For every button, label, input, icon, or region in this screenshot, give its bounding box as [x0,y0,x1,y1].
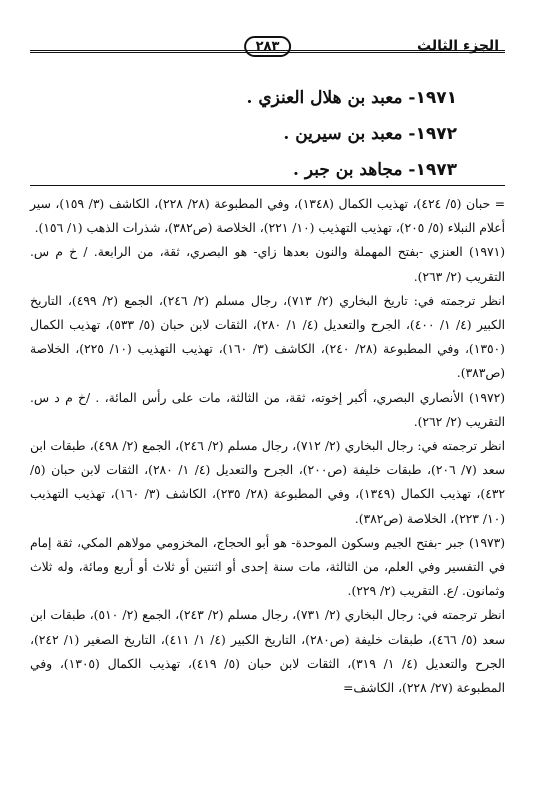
entry [40,116,457,152]
footnote-rule [30,185,505,186]
page-number: ٢٨٣ [244,36,292,57]
entry [40,80,457,116]
page-header [30,38,505,60]
entry-list [40,80,457,188]
footnote-paragraph: (١٩٧٢) الأنصاري البصري، أكبر إخوته، ثقة، من الثالثة، مات على رأس المائة، . /خ م د س. التقريب (٢/ ٢٦٢). [30,390,505,429]
header-rule [30,50,505,53]
entry-text: - معبد بن سيرين . [283,124,416,144]
entry-number: ١٩٧٣ [415,160,457,180]
footnote-paragraph: = حبان (٥/ ٤٢٤)، تهذيب الكمال (١٣٤٨)، وفي المطبوعة (٢٨/ ٢٢٨)، الكاشف (٣/ ١٥٩)، سير أعلام النبلاء (٥/ ٢٠٥)، تهذيب التهذيب (١٠/ ٢٢١)، الخلاصة (ص٣٨٢)، شذرات الذهب (١/ ١٥٦). [30,197,506,236]
entry-text: - مجاهد بن جبر . [292,160,416,180]
running-head: الجزء الثالث [417,38,499,54]
footnote-paragraph: انظر ترجمته في: رجال البخاري (٢/ ٧٣١)، رجال مسلم (٢/ ٢٤٣)، الجمع (٢/ ٥١٠)، طبقات ابن سعد (٥/ ٤٦٦)، طبقات خليفة (ص٢٨٠)، التاريخ الكبير (٤/ ١/ ٤١١)، التاريخ الصغير (١/ ٢٤٢)، الجرح والتعديل (٤/ ١/ ٣١٩)، الثقات لابن حبان (٥/ ٤١٩)، تهذيب الكمال (١٣٠٥)، وفي المطبوعة (٢٧/ ٢٢٨)، الكاشف= [30,608,506,696]
footnote-paragraph: (١٩٧٣) جبر -بفتح الجيم وسكون الموحدة- هو أبو الحجاج، المخزومي مولاهم المكي، ثقة إمام في التفسير وفي العلم، من الثالثة، مات سنة إحدى أو اثنتين أو ثلاث أو أربع ومائة، وله ثلاث وثمانون. /ع. التقريب (٢/ ٢٢٩). [30,535,505,599]
footnote-paragraph: (١٩٧١) العنزي -بفتح المهملة والنون بعدها زاي- هو البصري، ثقة، من الرابعة. / خ م س. التقريب (٢/ ٢٦٣). [30,245,505,284]
entry-number: ١٩٧٢ [415,124,457,144]
entry [40,152,457,188]
footnote-paragraph: انظر ترجمته في: تاريخ البخاري (٢/ ٧١٣)، رجال مسلم (٢/ ٢٤٦)، الجمع (٢/ ٤٩٩)، التاريخ الكبير (٤/ ١/ ٤٠٠)، الجرح والتعديل (٤/ ١/ ٢٨٠)، الثقات لابن حبان (٥/ ٥٣٣)، تهذيب الكمال (١٣٥٠)، وفي المطبوعة (٢٨/ ٢٤٠)، الكاشف (٣/ ١٦٠)، تهذيب التهذيب (١٠/ ٢٢٥)، الخلاصة (ص٣٨٣). [30,293,505,381]
entry-text: - معبد بن هلال العنزي . [246,88,416,108]
entry-number: ١٩٧١ [415,88,457,108]
footnotes [30,192,505,700]
footnote-paragraph: انظر ترجمته في: رجال البخاري (٢/ ٧١٢)، رجال مسلم (٢/ ٢٤٦)، الجمع (٢/ ٤٩٨)، طبقات ابن سعد (٧/ ٢٠٦)، طبقات خليفة (ص٢٠٠)، الجرح والتعديل (٤/ ١/ ٢٨٠)، الثقات لابن حبان (٥/ ٤٣٢)، تهذيب الكمال (١٣٤٩)، وفي المطبوعة (٢٨/ ٢٣٥)، الكاشف (٣/ ١٦٠)، تهذيب التهذيب (١٠/ ٢٢٣)، الخلاصة (ص٣٨٢). [30,439,506,526]
